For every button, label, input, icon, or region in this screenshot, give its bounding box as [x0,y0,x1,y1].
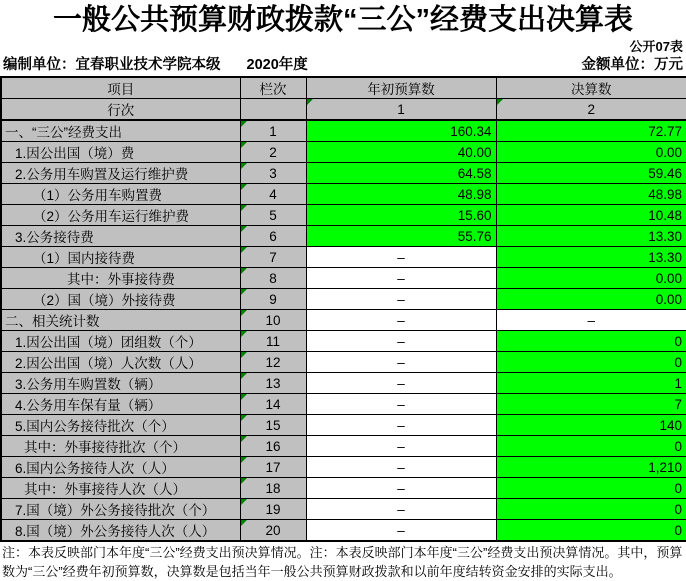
line-number-cell [240,268,306,289]
item-label-cell: 3.公务用车购置数（辆） [1,373,240,394]
line-number-cell [240,352,306,373]
table-row [1,331,686,352]
line-number: 10 [265,312,281,328]
line-number-cell [240,499,306,520]
budget-value-cell: 55.76 [306,226,496,247]
line-number-header-row [1,99,686,121]
line-number-cell [240,331,306,352]
comment-marker-icon [241,331,247,337]
item-label-cell: 其中：外事接待批次（个） [1,436,240,457]
budget-col-number [306,99,496,121]
line-number: 7 [269,249,277,265]
comment-marker-icon [241,373,247,379]
item-label-cell: 4.公务用车保有量（辆） [1,394,240,415]
item-label-cell: 3.公务接待费 [1,226,240,247]
table-row [1,205,686,226]
table-row [1,247,686,268]
item-label-cell: 2.因公出国（境）人次数（人） [1,352,240,373]
final-value-cell: 0.00 [496,289,686,310]
line-number: 13 [265,375,281,391]
final-value-cell: 0 [496,499,686,520]
line-number: 1 [269,123,277,139]
col-header-line: 栏次 [240,77,306,99]
final-value-cell: 0 [496,436,686,457]
item-label-cell: （1）公务用车购置费 [1,184,240,205]
table-row [1,520,686,542]
comment-marker-icon [241,142,247,148]
final-value-cell: 72.77 [496,120,686,142]
item-label-cell: 5.国内公务接待批次（个） [1,415,240,436]
budget-value-cell: – [306,268,496,289]
line-number-cell [240,310,306,331]
amount-unit: 金额单位：万元 [581,57,683,74]
comment-marker-icon [241,394,247,400]
line-number-cell [240,520,306,542]
final-value-cell: 48.98 [496,184,686,205]
line-number-cell [240,436,306,457]
line-number: 20 [265,522,281,538]
comment-marker-icon [241,247,247,253]
line-number: 15 [265,417,281,433]
item-label-cell: （2）国（境）外接待费 [1,289,240,310]
line-number-cell [240,289,306,310]
line-number-cell [240,415,306,436]
final-value-cell: 1,210 [496,457,686,478]
org-unit: 编制单位：宜春职业技术学院本级 [3,57,221,74]
line-number-cell [240,120,306,142]
comment-marker-icon [241,436,247,442]
final-value-cell: 10.48 [496,205,686,226]
budget-value-cell: 15.60 [306,205,496,226]
item-label-cell: 其中：外事接待费 [1,268,240,289]
final-value-cell: 1 [496,373,686,394]
budget-value-cell: 48.98 [306,184,496,205]
table-row [1,394,686,415]
comment-marker-icon [241,499,247,505]
table-row [1,142,686,163]
final-value-cell: 0 [496,331,686,352]
table-row [1,457,686,478]
comment-marker-icon [241,268,247,274]
item-label-cell: 1.因公出国（境）团组数（个） [1,331,240,352]
item-label-cell: 其中：外事接待人次（人） [1,478,240,499]
comment-marker-icon [241,289,247,295]
line-number-cell [240,457,306,478]
comment-marker-icon [307,99,313,105]
item-label-cell: 7.国（境）外公务接待批次（个） [1,499,240,520]
line-number: 9 [269,291,277,307]
line-number: 6 [269,228,277,244]
line-number: 4 [269,186,277,202]
line-number-cell [240,184,306,205]
line-number-cell [240,247,306,268]
comment-marker-icon [241,163,247,169]
budget-value-cell: – [306,457,496,478]
page-title: 一般公共预算财政拨款“三公”经费支出决算表 [52,4,633,36]
meta-row [0,57,686,74]
budget-table [0,76,686,542]
comment-marker-icon [241,520,247,526]
comment-marker-icon [241,226,247,232]
comment-marker-icon [241,457,247,463]
final-value-cell: 13.30 [496,226,686,247]
table-row [1,310,686,331]
comment-marker-icon [241,184,247,190]
budget-value-cell: 64.58 [306,163,496,184]
line-number: 19 [265,501,281,517]
final-value-cell: 7 [496,394,686,415]
line-number: 2 [269,144,277,160]
budget-value-cell: – [306,394,496,415]
col-header-item: 项目 [1,77,240,99]
col-header-final: 决算数 [496,77,686,99]
budget-value-cell: – [306,331,496,352]
line-number-cell [240,394,306,415]
line-number-cell [240,163,306,184]
budget-value-cell: – [306,352,496,373]
item-label-cell: 8.国（境）外公务接待人次（人） [1,520,240,542]
line-number: 12 [265,354,281,370]
col-number-label: 1 [397,101,405,117]
table-row [1,352,686,373]
line-number: 5 [269,207,277,223]
line-number-cell [240,226,306,247]
column-header-row [1,77,686,99]
budget-value-cell: – [306,373,496,394]
comment-marker-icon [241,121,247,127]
final-value-cell: – [496,310,686,331]
comment-marker-icon [241,415,247,421]
line-number: 18 [265,480,281,496]
table-row [1,415,686,436]
line-number-cell [240,373,306,394]
item-label-cell: 一、“三公”经费支出 [1,120,240,142]
comment-marker-icon [497,99,503,105]
table-row [1,373,686,394]
line-number: 11 [265,333,280,349]
item-label-cell: 2.公务用车购置及运行维护费 [1,163,240,184]
budget-value-cell: – [306,436,496,457]
final-value-cell: 140 [496,415,686,436]
budget-value-cell: 40.00 [306,142,496,163]
budget-value-cell: 160.34 [306,120,496,142]
final-value-cell: 0.00 [496,142,686,163]
comment-marker-icon [241,205,247,211]
table-row [1,499,686,520]
comment-marker-icon [241,310,247,316]
table-row [1,478,686,499]
col-number-label: 2 [587,101,595,117]
table-row [1,184,686,205]
table-row [1,226,686,247]
final-value-cell: 0 [496,352,686,373]
col-header-budget: 年初预算数 [306,77,496,99]
table-row [1,268,686,289]
footnote: 注：本表反映部门本年度“三公”经费支出预决算情况。注：本表反映部门本年度“三公”经费支出预决算情况。其中，预算数为“三公”经费年初预算数，决算数是包括当年一般公共预算财政拨款和以前年度结转资金安排的实际支出。 [2,545,683,579]
table-row [1,120,686,142]
line-number: 8 [269,270,277,286]
final-value-cell: 13.30 [496,247,686,268]
final-col-number [496,99,686,121]
budget-value-cell: – [306,415,496,436]
budget-value-cell: – [306,310,496,331]
table-row [1,163,686,184]
table-row [1,436,686,457]
line-number-cell [240,142,306,163]
empty-line-cell [240,99,306,121]
budget-value-cell: – [306,247,496,268]
line-number: 14 [265,396,281,412]
budget-value-cell: – [306,289,496,310]
line-number: 17 [265,459,281,475]
item-label-cell: （1）国内接待费 [1,247,240,268]
line-number-cell [240,205,306,226]
table-code: 公开07表 [629,38,683,54]
budget-value-cell: – [306,499,496,520]
line-number: 16 [265,438,281,454]
line-number-cell [240,478,306,499]
budget-value-cell: – [306,478,496,499]
final-value-cell: 0 [496,520,686,542]
item-label-cell: 1.因公出国（境）费 [1,142,240,163]
final-value-cell: 59.46 [496,163,686,184]
item-label-cell: 二、相关统计数 [1,310,240,331]
row-header-label: 行次 [1,99,240,121]
meta-left [3,57,308,74]
table-row [1,289,686,310]
comment-marker-icon [241,478,247,484]
final-value-cell: 0.00 [496,268,686,289]
final-value-cell: 0 [496,478,686,499]
item-label-cell: （2）公务用车运行维护费 [1,205,240,226]
budget-value-cell: – [306,520,496,542]
comment-marker-icon [241,352,247,358]
fiscal-year: 2020年度 [246,57,308,74]
line-number: 3 [269,165,277,181]
item-label-cell: 6.国内公务接待人次（人） [1,457,240,478]
table-body [1,120,686,541]
